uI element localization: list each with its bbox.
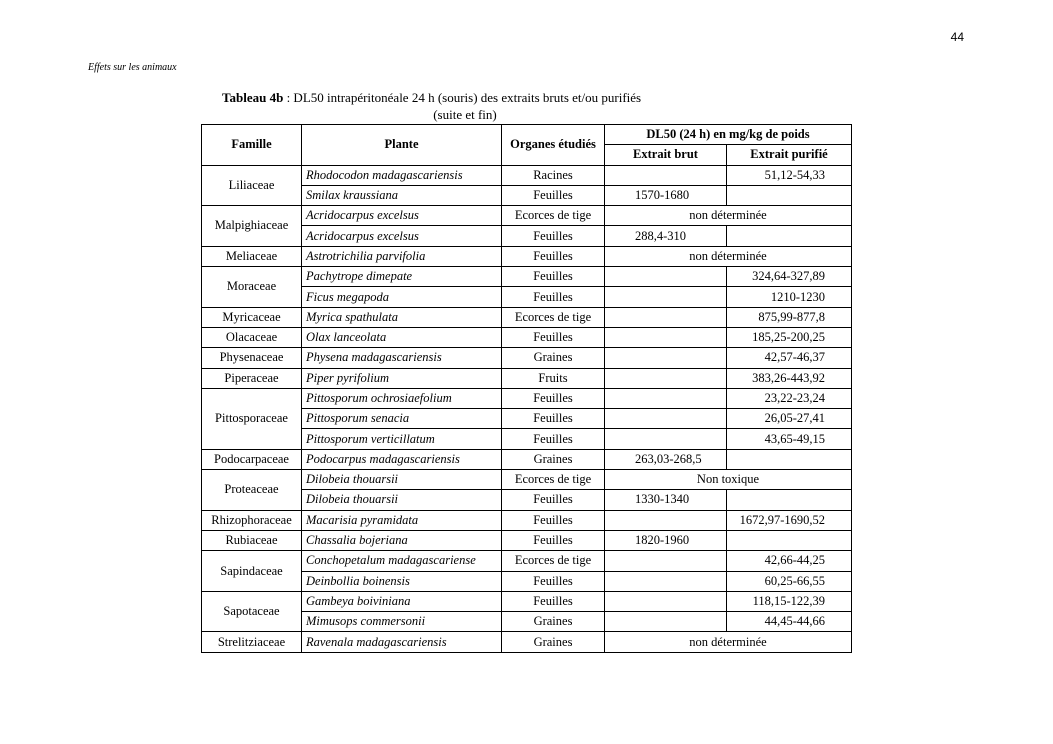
cell-extrait-brut: 1570-1680	[605, 185, 727, 205]
cell-organe: Ecorces de tige	[502, 551, 605, 571]
cell-famille: Rubiaceae	[202, 530, 302, 550]
cell-plante: Pittosporum ochrosiaefolium	[302, 388, 502, 408]
table-row	[202, 368, 852, 388]
cell-extrait-purifie	[727, 490, 852, 510]
cell-organe: Feuilles	[502, 429, 605, 449]
cell-extrait-purifie: 60,25-66,55	[727, 571, 852, 591]
cell-extrait-brut	[605, 287, 727, 307]
cell-extrait-brut	[605, 571, 727, 591]
cell-plante: Acridocarpus excelsus	[302, 226, 502, 246]
cell-organe: Feuilles	[502, 490, 605, 510]
header-organes: Organes étudiés	[502, 125, 605, 166]
cell-plante: Macarisia pyramidata	[302, 510, 502, 530]
cell-organe: Feuilles	[502, 409, 605, 429]
cell-organe: Feuilles	[502, 591, 605, 611]
cell-famille: Physenaceae	[202, 348, 302, 368]
cell-extrait-purifie: 383,26-443,92	[727, 368, 852, 388]
table-row	[202, 632, 852, 652]
cell-plante: Dilobeia thouarsii	[302, 490, 502, 510]
cell-organe: Feuilles	[502, 246, 605, 266]
cell-organe: Ecorces de tige	[502, 470, 605, 490]
cell-extrait-brut	[605, 612, 727, 632]
cell-extrait-brut: 263,03-268,5	[605, 449, 727, 469]
cell-organe: Fruits	[502, 368, 605, 388]
table-row	[202, 307, 852, 327]
cell-famille: Podocarpaceae	[202, 449, 302, 469]
table-title	[222, 90, 722, 105]
cell-organe: Ecorces de tige	[502, 206, 605, 226]
cell-extrait-purifie: 118,15-122,39	[727, 591, 852, 611]
cell-extrait-brut	[605, 307, 727, 327]
header-plante: Plante	[302, 125, 502, 166]
cell-plante: Pittosporum senacia	[302, 409, 502, 429]
table-row	[202, 267, 852, 287]
table-body	[202, 165, 852, 652]
cell-plante: Smilax kraussiana	[302, 185, 502, 205]
cell-plante: Pachytrope dimepate	[302, 267, 502, 287]
cell-dl50-merged: non déterminée	[605, 246, 852, 266]
cell-extrait-purifie: 875,99-877,8	[727, 307, 852, 327]
cell-extrait-purifie	[727, 226, 852, 246]
cell-extrait-brut	[605, 348, 727, 368]
cell-famille: Olacaceae	[202, 327, 302, 347]
cell-organe: Feuilles	[502, 327, 605, 347]
cell-organe: Graines	[502, 632, 605, 652]
cell-plante: Physena madagascariensis	[302, 348, 502, 368]
cell-plante: Mimusops commersonii	[302, 612, 502, 632]
table-row	[202, 551, 852, 571]
cell-extrait-purifie: 42,57-46,37	[727, 348, 852, 368]
cell-plante: Piper pyrifolium	[302, 368, 502, 388]
cell-extrait-brut	[605, 388, 727, 408]
cell-plante: Ficus megapoda	[302, 287, 502, 307]
cell-plante: Dilobeia thouarsii	[302, 470, 502, 490]
table-title-label: Tableau 4b	[222, 90, 284, 105]
cell-organe: Feuilles	[502, 287, 605, 307]
cell-plante: Chassalia bojeriana	[302, 530, 502, 550]
cell-extrait-brut: 1330-1340	[605, 490, 727, 510]
cell-plante: Astrotrichilia parvifolia	[302, 246, 502, 266]
cell-extrait-brut	[605, 551, 727, 571]
cell-famille: Myricaceae	[202, 307, 302, 327]
cell-extrait-purifie	[727, 530, 852, 550]
cell-dl50-merged: non déterminée	[605, 206, 852, 226]
table-title-text: : DL50 intrapéritonéale 24 h (souris) des extraits bruts et/ou purifiés	[283, 90, 642, 105]
header-row	[202, 125, 852, 145]
cell-organe: Graines	[502, 348, 605, 368]
cell-organe: Racines	[502, 165, 605, 185]
table-row	[202, 388, 852, 408]
cell-extrait-purifie: 324,64-327,89	[727, 267, 852, 287]
table-row	[202, 165, 852, 185]
cell-famille: Strelitziaceae	[202, 632, 302, 652]
header-famille: Famille	[202, 125, 302, 166]
cell-organe: Feuilles	[502, 226, 605, 246]
table-row	[202, 246, 852, 266]
cell-organe: Feuilles	[502, 571, 605, 591]
cell-extrait-brut	[605, 327, 727, 347]
cell-extrait-brut	[605, 429, 727, 449]
toxicity-table	[201, 124, 852, 653]
cell-extrait-purifie: 1672,97-1690,52	[727, 510, 852, 530]
cell-extrait-purifie	[727, 449, 852, 469]
table-row	[202, 348, 852, 368]
cell-extrait-purifie: 185,25-200,25	[727, 327, 852, 347]
cell-organe: Feuilles	[502, 510, 605, 530]
cell-organe: Graines	[502, 449, 605, 469]
cell-extrait-purifie	[727, 185, 852, 205]
header-extrait-brut: Extrait brut	[605, 145, 727, 165]
cell-dl50-merged: non déterminée	[605, 632, 852, 652]
cell-famille: Moraceae	[202, 267, 302, 308]
page-number: 44	[950, 30, 964, 44]
cell-famille: Pittosporaceae	[202, 388, 302, 449]
cell-organe: Feuilles	[502, 388, 605, 408]
cell-famille: Sapindaceae	[202, 551, 302, 592]
cell-extrait-brut	[605, 409, 727, 429]
cell-extrait-brut: 1820-1960	[605, 530, 727, 550]
table-row	[202, 327, 852, 347]
cell-extrait-brut: 288,4-310	[605, 226, 727, 246]
cell-plante: Myrica spathulata	[302, 307, 502, 327]
cell-famille: Sapotaceae	[202, 591, 302, 632]
table-row	[202, 510, 852, 530]
cell-famille: Meliaceae	[202, 246, 302, 266]
cell-organe: Feuilles	[502, 267, 605, 287]
cell-extrait-purifie: 42,66-44,25	[727, 551, 852, 571]
table-row	[202, 530, 852, 550]
header-extrait-purifie: Extrait purifié	[727, 145, 852, 165]
cell-extrait-purifie: 43,65-49,15	[727, 429, 852, 449]
cell-famille: Malpighiaceae	[202, 206, 302, 247]
cell-organe: Feuilles	[502, 185, 605, 205]
cell-famille: Liliaceae	[202, 165, 302, 206]
cell-extrait-purifie: 23,22-23,24	[727, 388, 852, 408]
cell-extrait-purifie: 44,45-44,66	[727, 612, 852, 632]
cell-dl50-merged: Non toxique	[605, 470, 852, 490]
cell-extrait-purifie: 1210-1230	[727, 287, 852, 307]
cell-organe: Graines	[502, 612, 605, 632]
table-row	[202, 206, 852, 226]
cell-plante: Pittosporum verticillatum	[302, 429, 502, 449]
cell-plante: Conchopetalum madagascariense	[302, 551, 502, 571]
cell-plante: Deinbollia boinensis	[302, 571, 502, 591]
cell-plante: Gambeya boiviniana	[302, 591, 502, 611]
table-row	[202, 591, 852, 611]
cell-organe: Ecorces de tige	[502, 307, 605, 327]
cell-organe: Feuilles	[502, 530, 605, 550]
cell-plante: Acridocarpus excelsus	[302, 206, 502, 226]
table-row	[202, 470, 852, 490]
cell-extrait-purifie: 51,12-54,33	[727, 165, 852, 185]
table-row	[202, 449, 852, 469]
table-subtitle: (suite et fin)	[433, 107, 497, 122]
cell-plante: Olax lanceolata	[302, 327, 502, 347]
cell-famille: Piperaceae	[202, 368, 302, 388]
header-dl50: DL50 (24 h) en mg/kg de poids	[605, 125, 852, 145]
cell-extrait-brut	[605, 165, 727, 185]
cell-famille: Rhizophoraceae	[202, 510, 302, 530]
running-header: Effets sur les animaux	[88, 62, 177, 73]
cell-extrait-brut	[605, 510, 727, 530]
cell-extrait-brut	[605, 368, 727, 388]
cell-plante: Ravenala madagascariensis	[302, 632, 502, 652]
cell-extrait-brut	[605, 591, 727, 611]
cell-plante: Podocarpus madagascariensis	[302, 449, 502, 469]
cell-extrait-purifie: 26,05-27,41	[727, 409, 852, 429]
cell-extrait-brut	[605, 267, 727, 287]
cell-plante: Rhodocodon madagascariensis	[302, 165, 502, 185]
cell-famille: Proteaceae	[202, 470, 302, 511]
